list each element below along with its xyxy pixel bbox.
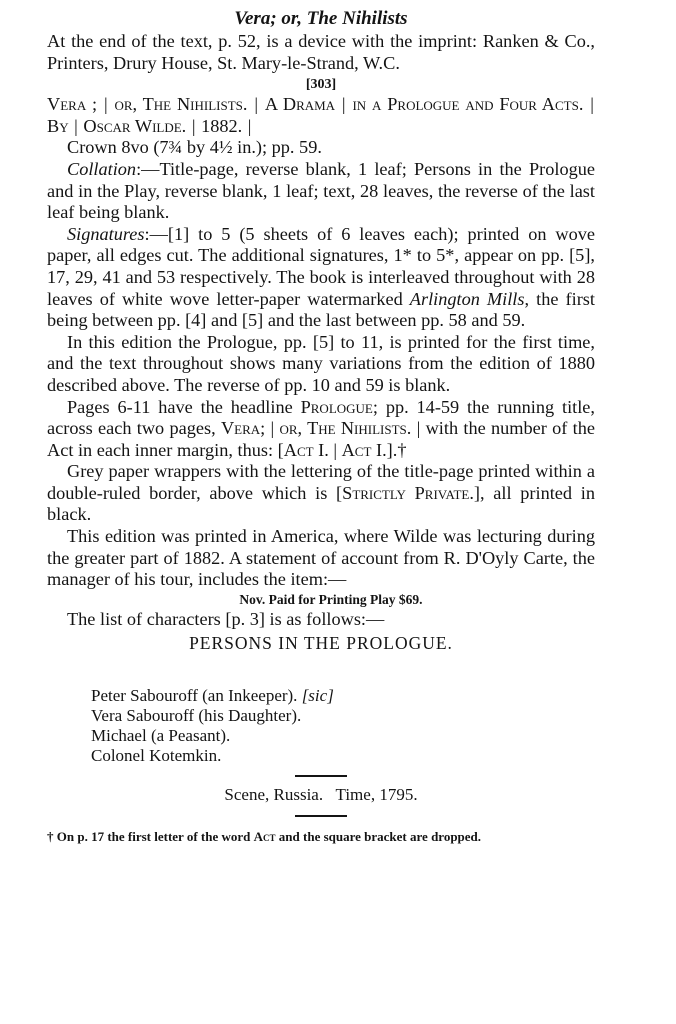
wrappers-paragraph <box>47 461 595 526</box>
persons-list <box>91 686 595 766</box>
line-divider: | <box>247 115 252 136</box>
signatures-label: Signatures <box>67 223 145 244</box>
headline-text: Pages 6-11 have the headline <box>67 396 293 417</box>
collation-label: Collation <box>67 158 137 179</box>
title-prologue-acts: in a Prologue and Four Acts. <box>352 94 584 115</box>
wrappers-text: ], all printed in black. <box>47 482 595 525</box>
sic-note: [sic] <box>301 686 334 706</box>
title-author: Oscar Wilde. <box>83 115 187 136</box>
format-line: Crown 8vo (7¾ by 4½ in.); pp. 59. <box>67 137 322 158</box>
dagger-mark: † <box>47 829 54 845</box>
headline-text: ; | <box>260 418 280 439</box>
line-divider: | <box>254 94 258 115</box>
headline-prologue: Prologue <box>300 396 373 417</box>
scene-line: Scene, Russia. Time, 1795. <box>224 785 418 805</box>
characters-intro: The list of characters [p. 3] is as follows:— <box>67 608 385 629</box>
wrappers-text: Grey paper wrappers with the lettering of the title-page printed within a double-ruled border, above which is [ <box>47 461 595 503</box>
list-item <box>91 706 595 726</box>
line-divider: | <box>341 94 346 115</box>
headline-paragraph <box>47 397 595 462</box>
signatures-text: :—[1] to 5 (5 sheets of 6 leaves each); printed on wove paper, all edges cut. The additional signatures, 1* to 5*, appear on pp. [5], 17, 29, 41 and 53 respectively. The book is interleaved throughout with 28 leaves of white wove letter-paper watermarked <box>47 223 595 309</box>
america-paragraph: This edition was printed in America, where Wilde was lecturing during the greater part of 1882. A statement of account from R. D'Oyly Carte, the manager of his tour, includes the item:— <box>47 526 595 590</box>
title-by: By <box>47 115 69 136</box>
running-head: Vera; or, The Nihilists <box>234 8 408 29</box>
person-name: Vera Sabouroff (his Daughter). <box>91 706 302 726</box>
headline-act: Act I. <box>341 439 387 460</box>
headline-act: Act I. <box>283 439 329 460</box>
person-name: Michael (a Peasant). <box>91 726 231 746</box>
headline-text: ; pp. 14-59 the running title, across each two pages, <box>47 396 595 439</box>
title-year: 1882. <box>201 115 243 136</box>
headline-vera: Vera <box>220 418 261 439</box>
footnote <box>47 829 595 845</box>
headline-text: | <box>328 439 342 460</box>
list-item <box>91 686 595 706</box>
headline-nihilists: or, The Nihilists. <box>279 418 412 439</box>
page-number: [303] <box>305 77 337 93</box>
headline-text: ].† <box>386 439 407 460</box>
signatures-paragraph <box>47 224 595 332</box>
line-divider: | <box>103 94 108 115</box>
person-name: Colonel Kotemkin. <box>91 746 222 766</box>
line-divider: | <box>191 115 196 136</box>
list-item <box>91 746 595 766</box>
title-drama: A Drama <box>264 94 336 115</box>
strictly-private: Strictly Private. <box>342 482 474 503</box>
title-entry <box>47 94 595 137</box>
person-name: Peter Sabouroff (an Inkeeper). <box>91 686 298 706</box>
divider-rule <box>295 775 347 777</box>
headline-text: | with the number of the Act in each inner margin, thus: [ <box>47 418 595 460</box>
book-page <box>47 8 595 845</box>
title-nihilists: or, The Nihilists. <box>114 94 248 115</box>
account-item: Nov. Paid for Printing Play $69. <box>239 591 423 607</box>
title-vera: Vera ; <box>47 94 98 115</box>
line-divider: | <box>590 94 594 115</box>
list-item <box>91 726 595 746</box>
persons-heading: PERSONS IN THE PROLOGUE. <box>189 633 453 654</box>
divider-rule <box>295 815 347 817</box>
prologue-paragraph: In this edition the Prologue, pp. [5] to 11, is printed for the first time, and the text throughout shows many variations from the edition of 1880 described above. The reverse of pp. 10 and 59 is blank. <box>47 331 595 395</box>
footnote-text: On p. 17 the first letter of the word <box>56 829 251 845</box>
signatures-text-end: , the first being between pp. [4] and [5] and the last between pp. 58 and 59. <box>47 288 595 331</box>
footnote-text: and the square bracket are dropped. <box>278 829 482 845</box>
footnote-act: Act <box>253 829 276 845</box>
collation-text: :—Title-page, reverse blank, 1 leaf; Persons in the Prologue and in the Play, reverse blank, 1 leaf; text, 28 leaves, the reverse of the last leaf being blank. <box>47 158 595 223</box>
intro-paragraph: At the end of the text, p. 52, is a device with the imprint: Ranken & Co., Printers, Drury House, St. Mary-le-Strand, W.C. <box>47 31 595 73</box>
watermark-name: Arlington Mills <box>409 288 525 309</box>
collation-paragraph <box>47 159 595 224</box>
line-divider: | <box>74 115 78 136</box>
